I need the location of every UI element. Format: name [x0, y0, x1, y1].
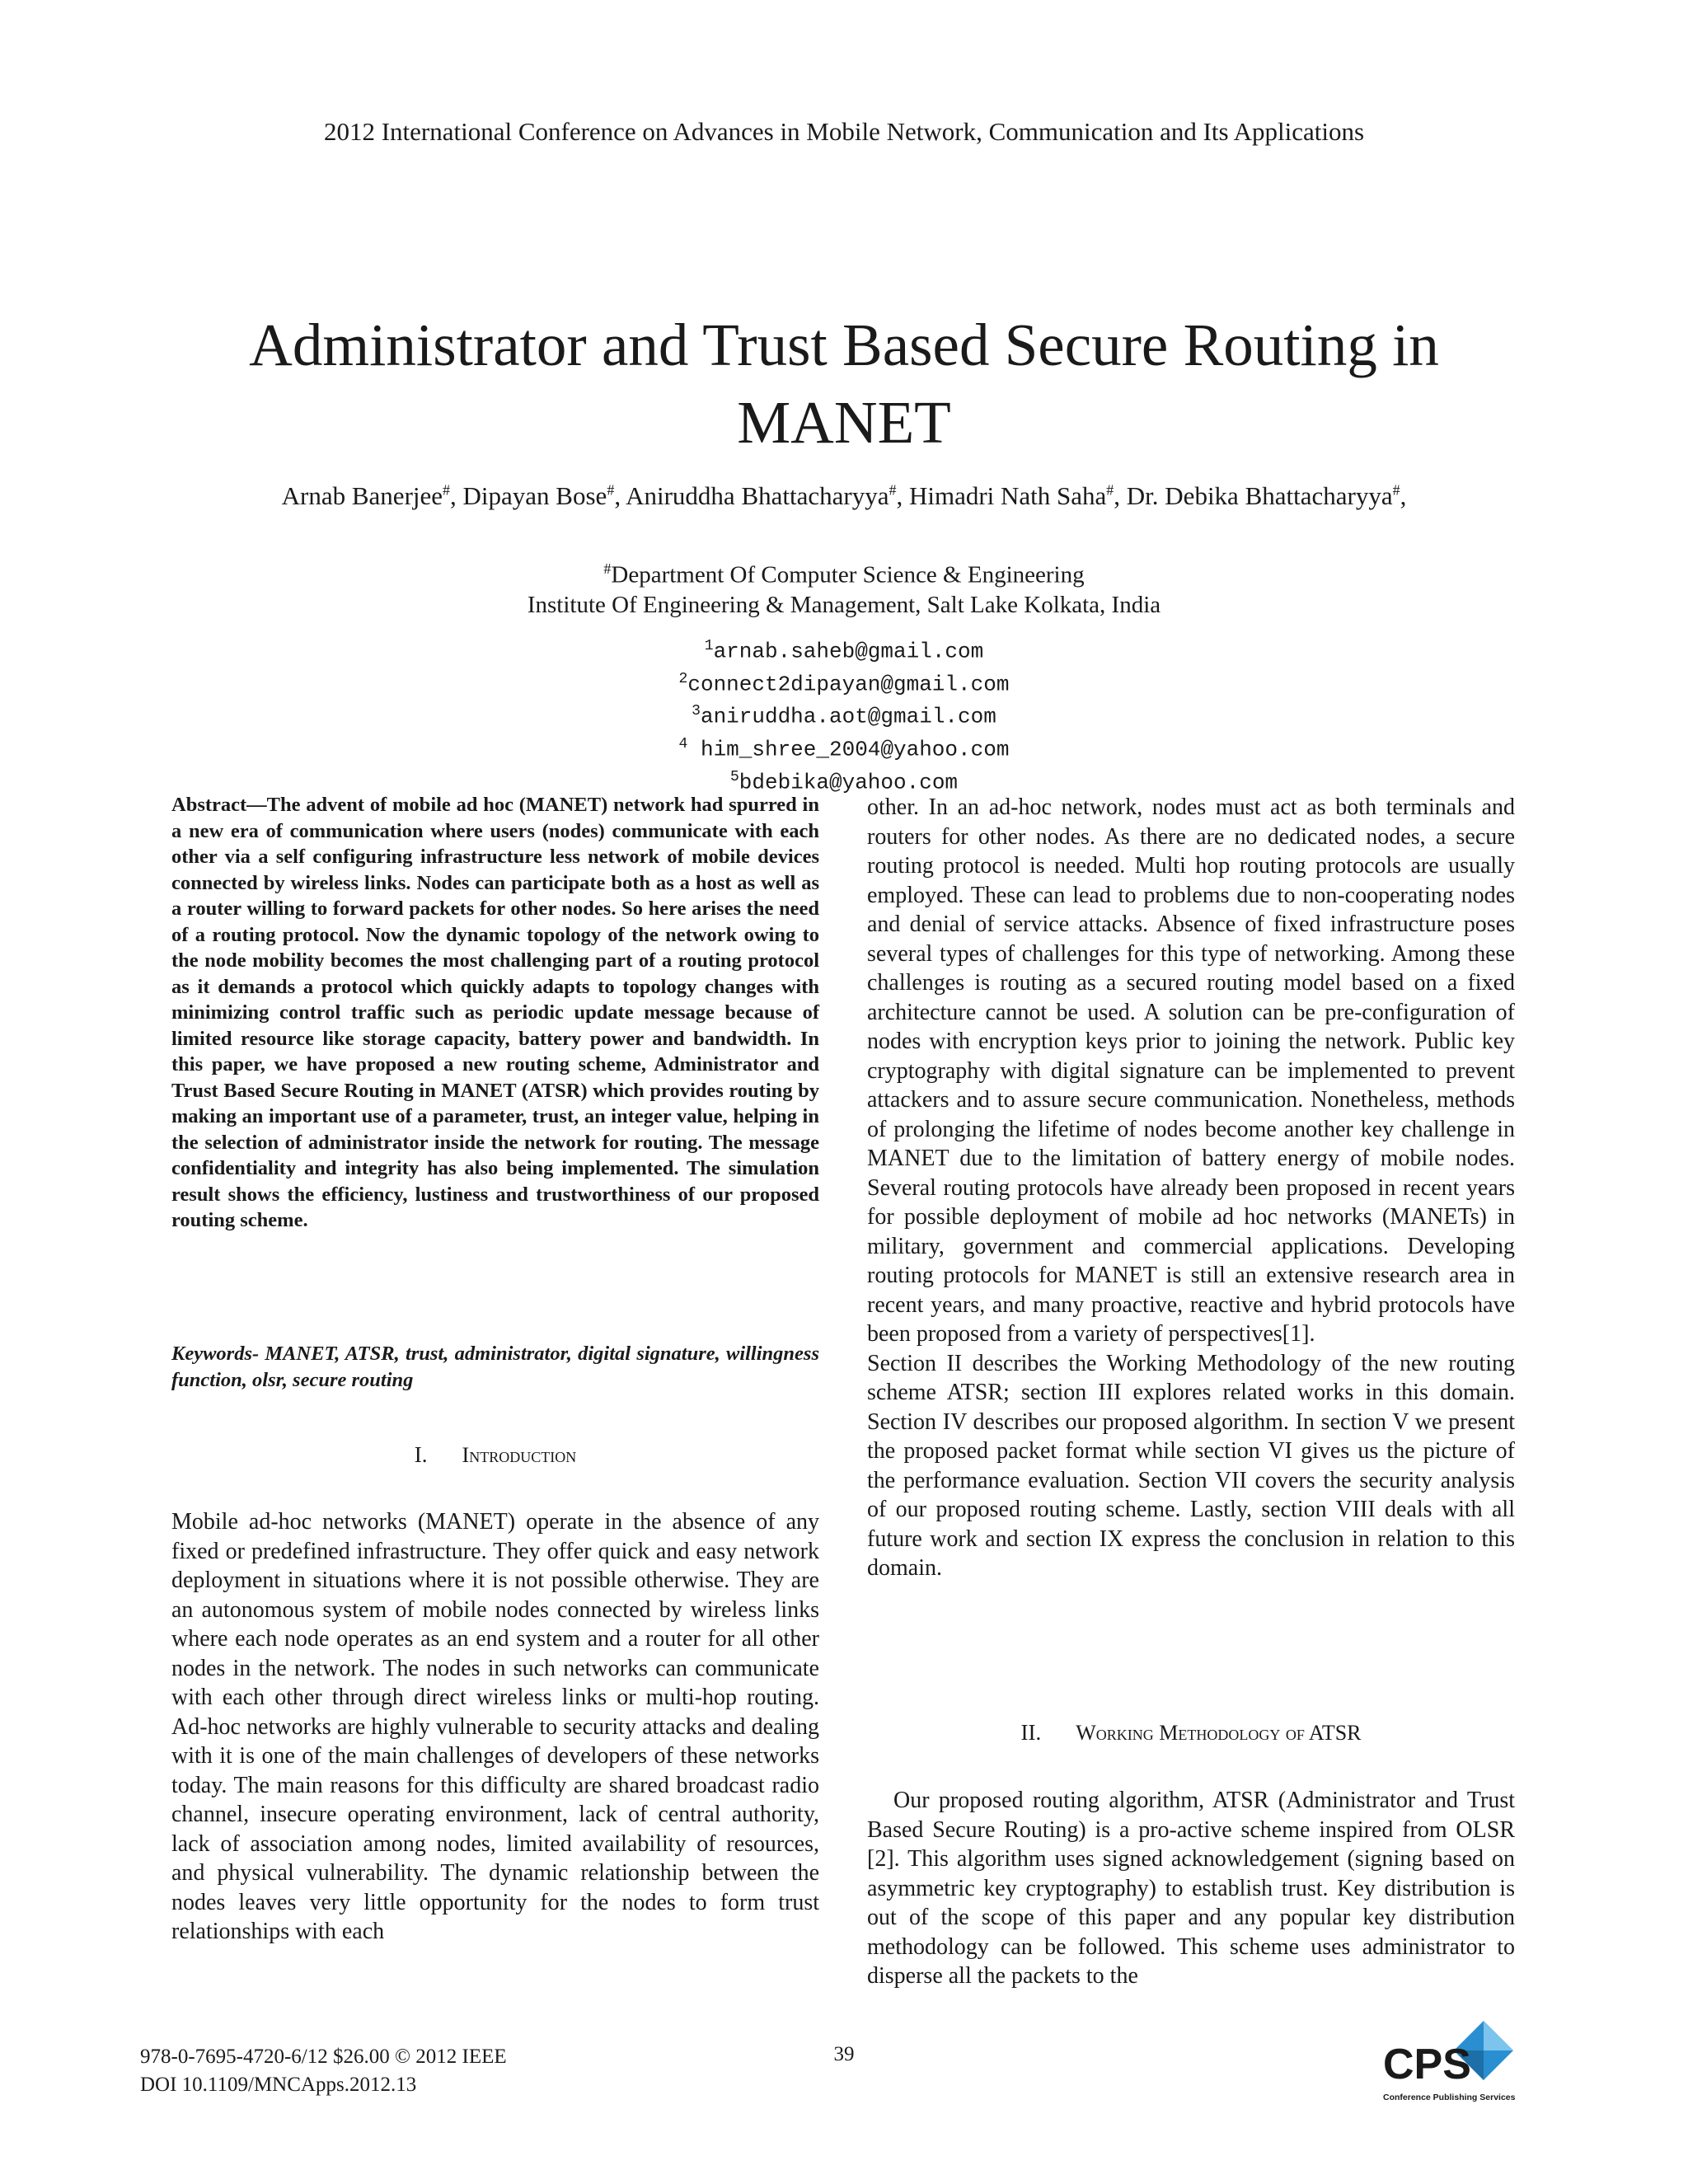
introduction-text: Mobile ad-hoc networks (MANET) operate in the absence of any fixed or predefined infrastructure. They offer quick and easy network deployment in situations where it is not possible otherwise. They are an autonomous system of mobile nodes connected by wireless links where each node operates as an end system and a router for all other nodes in the network. The nodes in such networks can communicate with each other through direct wireless links or multi-hop routing. Ad-hoc networks are highly vulnerable to security attacks and dealing with it is one of the main challenges of developers of these networks today. The main reasons for this difficulty are shared broadcast radio channel, insecure operating environment, lack of central authority, lack of association among nodes, limited availability of resources, and physical vulnerability. The dynamic relationship between the nodes leaves very little opportunity for the nodes to form trust relationships with each [171, 1509, 819, 1944]
conference-header: 2012 International Conference on Advances in Mobile Network, Communication and Its Applications [323, 117, 1365, 146]
author-mark: # [607, 481, 615, 499]
email-address: him_shree_2004@yahoo.com [687, 737, 1010, 762]
affiliation [0, 554, 1688, 620]
email-item: $^1$arnab.saheb@gmail.com [704, 638, 984, 664]
paragraph: Section II describes the Working Methodology of the new routing scheme ATSR; section III explores related works in this domain. Section IV describes our proposed algorithm. In section V we present the proposed packet format while section VI gives us the picture of the performance evaluation. Section VII covers the security analysis of our proposed routing scheme. Lastly, section VIII deals with all future work and section IX express the conclusion in relation to this domain. [867, 1350, 1515, 1581]
author-list: Arnab Banerjee#, Dipayan Bose#, Aniruddha Bhattacharyya#, Himadri Nath Saha#, Dr. Debika Bhattacharyya#, [281, 481, 1407, 510]
author-mark: # [889, 481, 897, 499]
author-name: Himadri Nath Saha [908, 481, 1107, 510]
email-item: $^2$connect2dipayan@gmail.com [678, 670, 1010, 697]
abstract: Abstract—The advent of mobile ad hoc (MANET) network had spurred in a new era of communication where users (nodes) communicate with each other via a self configuring infrastructure less network of mobile devices connected by wireless links. Nodes can participate both as a host as well as a router willing to forward packets for other nodes. So here arises the need of a routing protocol. Now the dynamic topology of the network owing to the node mobility becomes the most challenging part of a routing protocol as it demands a protocol which quickly adapts to topology changes with minimizing control traffic such as periodic update message because of limited resource like storage capacity, battery power and bandwidth. In this paper, we have proposed a new routing scheme, Administrator and Trust Based Secure Routing in MANET (ATSR) which provides routing by making an important use of a parameter, trust, an integer value, helping in the selection of administrator inside the network for routing. The message confidentiality and integrity has also being implemented. The simulation result shows the efficiency, lustiness and trustworthiness of our proposed routing scheme. [171, 794, 819, 1231]
isbn: 978-0-7695-4720-6/12 $26.00 © 2012 IEEE [140, 2046, 507, 2068]
cps-logo-icon [1378, 2018, 1525, 2113]
section-heading-working-methodology: II. Working Methodology of ATSR [1020, 1720, 1362, 1745]
author-mark: # [443, 481, 451, 499]
keywords: Keywords- MANET, ATSR, trust, administrator, digital signature, willingness function, olsr, secure routing [171, 1343, 819, 1391]
right-column-text [867, 793, 1515, 1583]
author-mark: # [1392, 481, 1400, 499]
doi: DOI 10.1109/MNCApps.2012.13 [140, 2074, 417, 2096]
institute: Institute Of Engineering & Management, Salt Lake Kolkata, India [527, 591, 1161, 618]
email-list [0, 633, 1688, 796]
author-name: Dipayan Bose [462, 481, 607, 510]
affiliation-mark: # [603, 560, 612, 577]
email-address: arnab.saheb@gmail.com [713, 639, 984, 664]
author-name: Dr. Debika Bhattacharyya [1126, 481, 1393, 510]
author-mark: # [1106, 481, 1114, 499]
email-item: $^4$ him_shree_2004@yahoo.com [678, 735, 1010, 762]
email-address: aniruddha.aot@gmail.com [700, 704, 996, 729]
footer-info [140, 2043, 507, 2099]
email-address: connect2dipayan@gmail.com [687, 672, 1010, 697]
logo-subtitle: Conference Publishing Services [1383, 2093, 1516, 2102]
section2-text: Our proposed routing algorithm, ATSR (Administrator and Trust Based Secure Routing) is a pro-active scheme inspired from OLSR [2]. This algorithm uses signed acknowledgement (signing based on asymmetric key cryptography) to establish trust. Key distribution is out of the scope of this paper and any popular key distribution methodology can be followed. This scheme uses administrator to disperse all the packets to the [867, 1788, 1515, 1989]
section-heading-introduction: I. Introduction [414, 1442, 577, 1467]
email-item: $^3$aniruddha.aot@gmail.com [692, 703, 996, 729]
department: Department Of Computer Science & Engineering [611, 561, 1085, 588]
cps-logo [1378, 2018, 1525, 2113]
paper-title: Administrator and Trust Based Secure Routing in MANET [249, 312, 1439, 456]
paragraph: other. In an ad-hoc network, nodes must act as both terminals and routers for other nodes. As there are no dedicated nodes, a secure routing protocol is needed. Multi hop routing protocols are usually employed. These can lead to problems due to non-cooperating nodes and denial of service attacks. Absence of fixed infrastructure poses several types of challenges for this type of networking. Among these challenges is routing as a secured routing model based on a fixed architecture cannot be used. A solution can be pre-configuration of nodes with encryption keys prior to joining the network. Public key cryptography with digital signature can be implemented to prevent attackers and to assure secure communication. Nonetheless, methods of prolonging the lifetime of nodes become another key challenge in MANET due to the limitation of battery energy of mobile nodes. Several routing protocols have already been proposed in recent years for possible deployment of mobile ad hoc networks (MANETs) in military, government and commercial applications. Developing routing protocols for MANET is still an extensive research area in recent years, and many proactive, reactive and hybrid protocols have been proposed from a variety of perspectives[1]. [867, 794, 1515, 1347]
page-number: 39 [833, 2043, 855, 2065]
logo-diamond-highlight [1484, 2021, 1513, 2050]
email-address: bdebika@yahoo.com [738, 770, 959, 795]
logo-text: CPS [1383, 2041, 1471, 2088]
author-name: Aniruddha Bhattacharyya [626, 481, 889, 510]
author-name: Arnab Banerjee [281, 481, 443, 510]
email-item: $^5$bdebika@yahoo.com [729, 768, 959, 795]
